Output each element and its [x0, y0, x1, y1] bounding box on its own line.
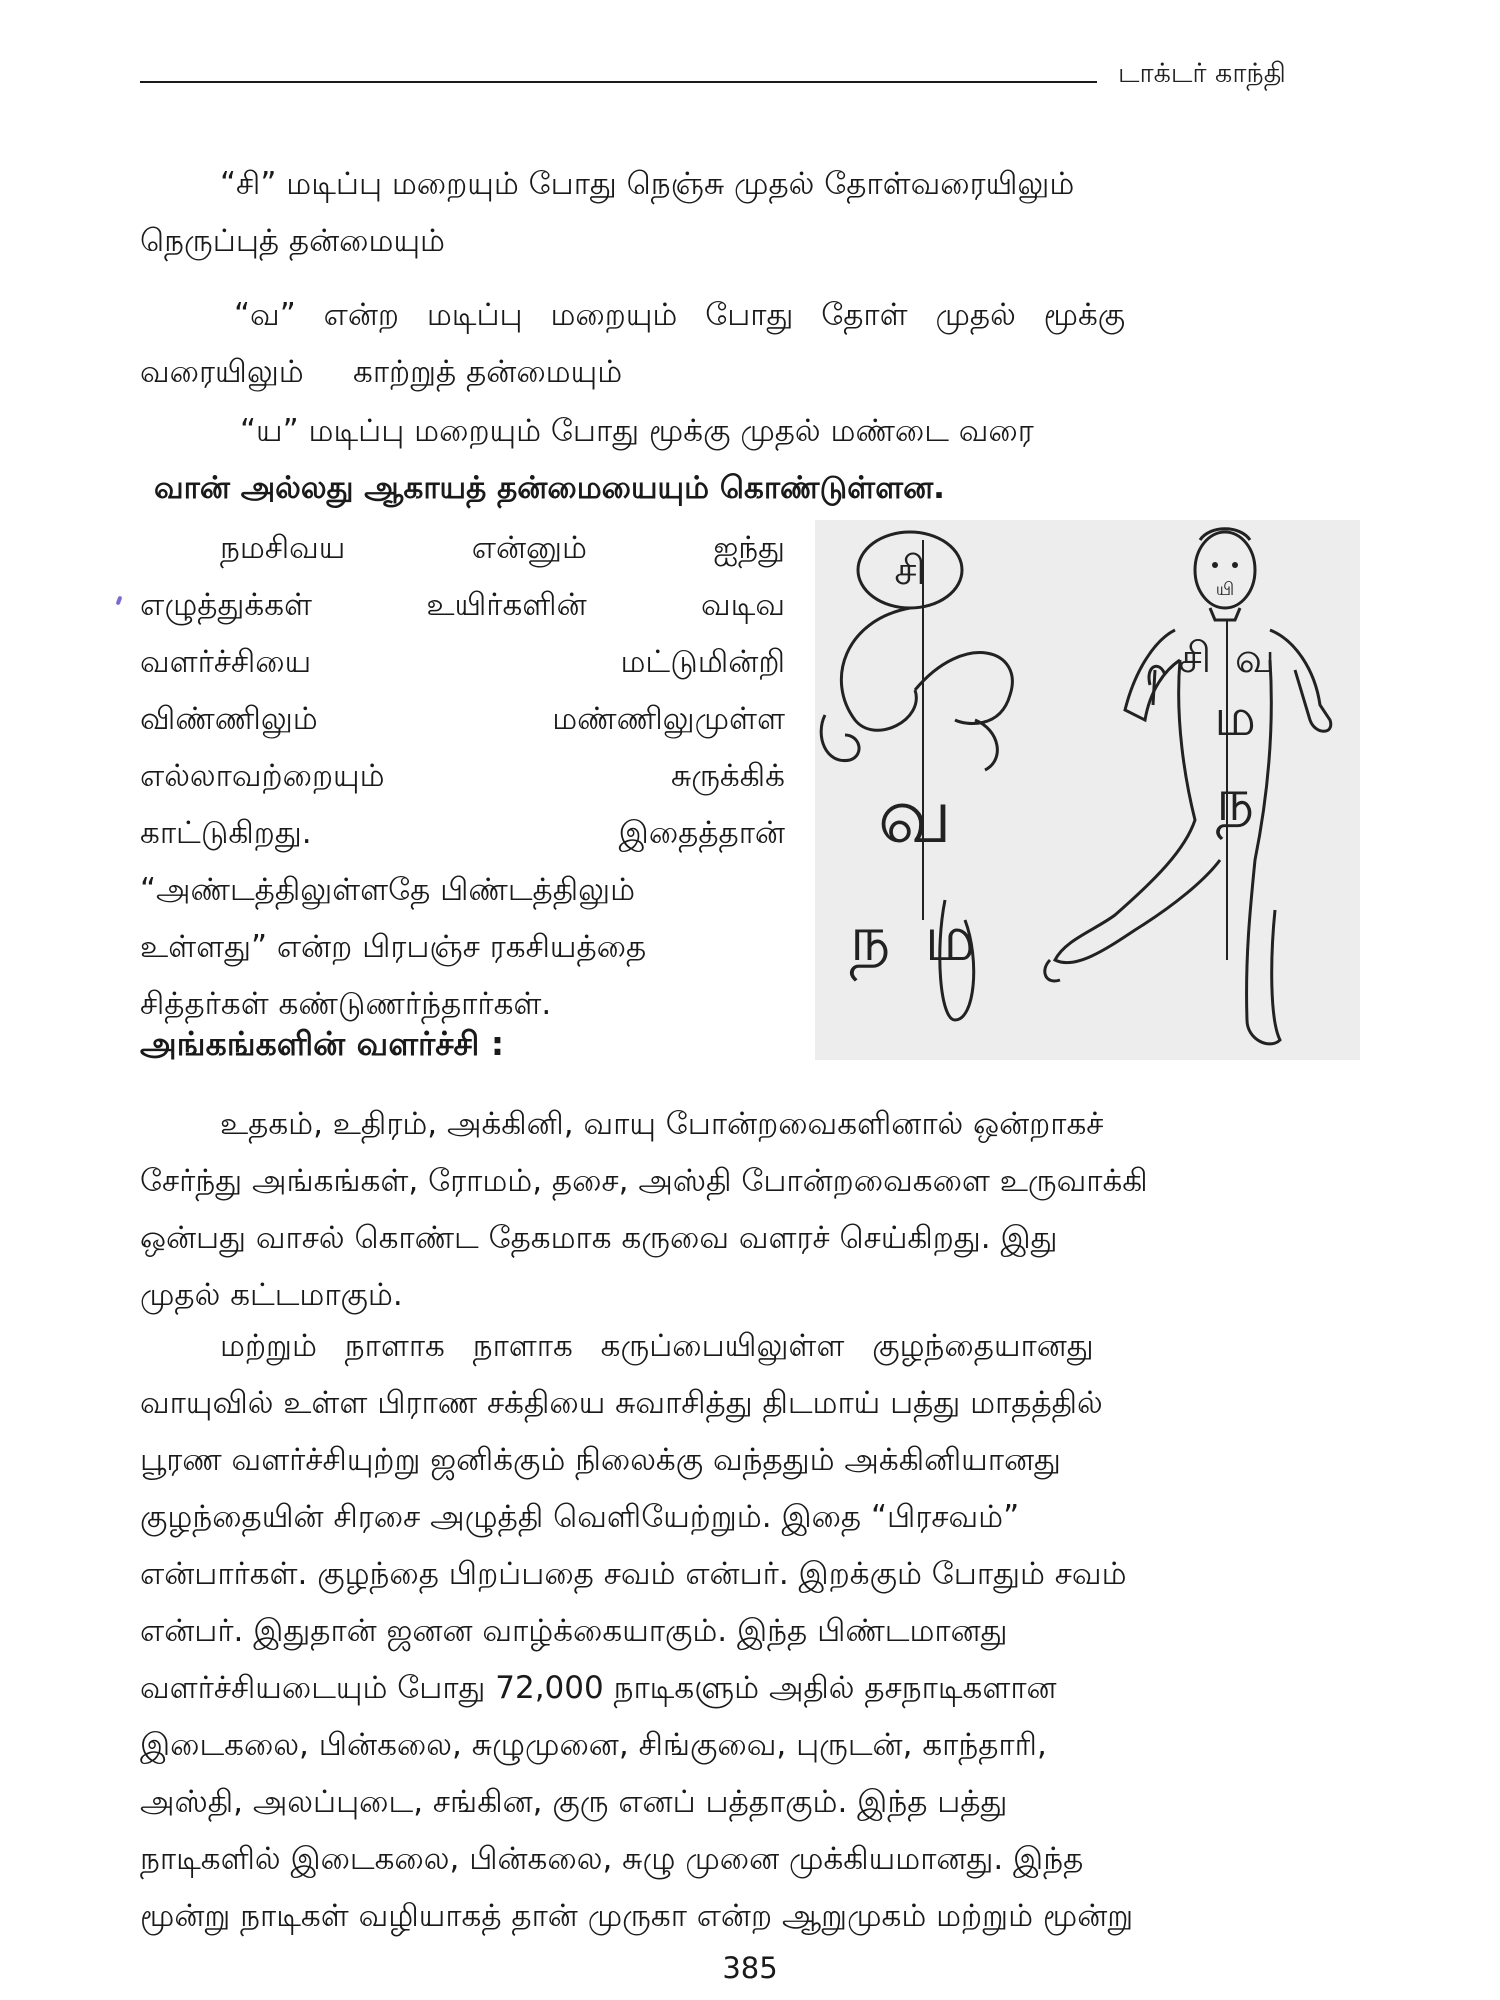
paragraph-line: குழந்தையின் சிரசை அழுத்தி வெளியேற்றும். இதை “பிரசவம்”	[140, 1499, 1020, 1535]
paragraph-line: “வ” என்ற மடிப்பு மறையும் போது தோள் முதல் மூக்கு	[234, 297, 1126, 333]
left-glyph-top: சி	[894, 548, 926, 594]
paragraph-line: பூரண வளர்ச்சியுற்று ஜனிக்கும் நிலைக்கு வந்ததும் அக்கினியானது	[140, 1442, 1061, 1478]
paragraph-line: வான் அல்லது ஆகாயத் தன்மையையும் கொண்டுள்ளன.	[154, 470, 945, 506]
word: உயிர்களின்	[426, 587, 587, 623]
paragraph-line: வரையிலும் காற்றுத் தன்மையும்	[140, 354, 623, 390]
margin-mark	[116, 596, 123, 606]
paragraph-line: வாயுவில் உள்ள பிராண சக்தியை சுவாசித்து திடமாய் பத்து மாதத்தில்	[140, 1385, 1103, 1421]
page-number: 385	[722, 1951, 778, 1985]
paragraph-line	[140, 577, 785, 634]
word: சுருக்கிக்	[670, 758, 785, 794]
header-rule	[140, 81, 1097, 83]
body-paragraph-1	[140, 1096, 1360, 1324]
paragraph-line	[140, 634, 785, 691]
paragraph-line: அஸ்தி, அலப்புடை, சங்கின, குரு எனப் பத்தாகும். இந்த பத்து	[140, 1784, 1008, 1820]
paragraph-line	[140, 748, 785, 805]
paragraph-line: நாடிகளில் இடைகலை, பின்கலை, சுழு முனை முக்கியமானது. இந்த	[140, 1841, 1084, 1877]
word: இதைத்தான்	[618, 815, 785, 851]
right-glyph-hip: ந	[1215, 765, 1255, 835]
paragraph-line: மற்றும் நாளாக நாளாக கருப்பையிலுள்ள குழந்தையானது	[220, 1328, 1094, 1364]
paragraph-line: சித்தர்கள் கண்டுணர்ந்தார்கள்.	[140, 986, 552, 1022]
paragraph-line: சேர்ந்து அங்கங்கள், ரோமம், தசை, அஸ்தி போன்றவைகளை உருவாக்கி	[140, 1163, 1148, 1199]
paragraph-line: ஒன்பது வாசல் கொண்ட தேகமாக கருவை வளரச் செய்கிறது. இது	[140, 1220, 1058, 1256]
paragraph-line: முதல் கட்டமாகும்.	[140, 1277, 403, 1313]
namasivaya-body-figure	[815, 520, 1360, 1060]
word: எல்லாவற்றையும்	[140, 758, 385, 794]
paragraph-line: மூன்று நாடிகள் வழியாகத் தான் முருகா என்ற ஆறுமுகம் மற்றும் மூன்று	[140, 1898, 1134, 1934]
paragraph-line: “ய” மடிப்பு மறையும் போது மூக்கு முதல் மண்டை வரை	[240, 413, 1034, 449]
right-glyph-chest-right: வ	[1234, 633, 1276, 682]
figure-illustration	[815, 520, 1360, 1060]
left-letter-form	[821, 532, 1012, 1020]
word: நமசிவய	[220, 530, 346, 566]
intro-paragraph-1	[140, 156, 1360, 270]
word: என்னும்	[471, 530, 587, 566]
paragraph-line	[140, 691, 785, 748]
right-glyph-chest-left: சி	[1178, 633, 1212, 682]
word: எழுத்துக்கள்	[140, 587, 313, 623]
left-glyph-bottom: ம	[924, 902, 976, 976]
word: காட்டுகிறது.	[140, 815, 312, 851]
paragraph-line: நெருப்புத் தன்மையும்	[140, 223, 445, 259]
word: வளர்ச்சியை	[140, 644, 312, 680]
paragraph-line: என்பர். இதுதான் ஜனன வாழ்க்கையாகும். இந்த பிண்டமானது	[140, 1613, 1008, 1649]
word: மண்ணிலுமுள்ள	[552, 701, 785, 737]
word: விண்ணிலும்	[140, 701, 318, 737]
paragraph-line: என்பார்கள். குழந்தை பிறப்பதை சவம் என்பர். இறக்கும் போதும் சவம்	[140, 1556, 1127, 1592]
left-glyph-middle: வ	[877, 771, 953, 861]
right-glyph-belly: ம	[1214, 688, 1256, 748]
word: மட்டுமின்றி	[620, 644, 785, 680]
face-glyph: யி	[1215, 579, 1235, 600]
paragraph-line: உதகம், உதிரம், அக்கினி, வாயு போன்றவைகளினால் ஒன்றாகச்	[220, 1106, 1104, 1142]
paragraph-line: “சி” மடிப்பு மறையும் போது நெஞ்சு முதல் தோள்வரையிலும்	[220, 166, 1075, 202]
running-title: டாக்டர் காந்தி	[1118, 58, 1286, 89]
section-heading: அங்கங்களின் வளர்ச்சி :	[140, 1024, 505, 1063]
paragraph-line	[140, 520, 785, 577]
intro-paragraph-2	[140, 287, 1360, 401]
paragraph-line: இடைகலை, பின்கலை, சுழுமுனை, சிங்குவை, புருடன், காந்தாரி,	[140, 1727, 1047, 1763]
body-paragraph-2	[140, 1318, 1360, 1945]
side-paragraph	[140, 520, 785, 1033]
word: ஐந்து	[713, 530, 785, 566]
word: வடிவ	[700, 587, 785, 623]
paragraph-line: வளர்ச்சியடையும் போது 72,000 நாடிகளும் அதில் தசநாடிகளான	[140, 1670, 1057, 1706]
paragraph-line: உள்ளது” என்ற பிரபஞ்ச ரகசியத்தை	[140, 929, 647, 965]
right-human-figure	[1045, 529, 1331, 1044]
intro-paragraph-3	[140, 403, 1360, 517]
paragraph-line: “அண்டத்திலுள்ளதே பிண்டத்திலும்	[140, 872, 636, 908]
paragraph-line	[140, 805, 785, 862]
left-glyph-lower: ந	[849, 902, 891, 976]
